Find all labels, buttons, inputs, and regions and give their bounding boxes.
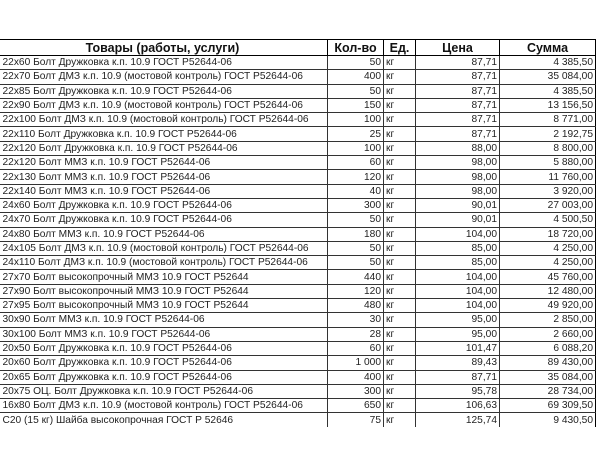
item-sum: 45 760,00 [500,270,596,284]
item-price: 85,00 [416,256,500,270]
item-unit: кг [384,213,416,227]
table-row [0,98,596,112]
item-price: 87,71 [416,84,500,98]
header-sum: Сумма [500,40,596,56]
item-unit: кг [384,98,416,112]
item-price: 89,43 [416,356,500,370]
item-price: 85,00 [416,241,500,255]
item-name: 22x60 Болт Дружковка к.п. 10.9 ГОСТ Р52644-06 [0,56,328,70]
item-price: 95,00 [416,327,500,341]
item-unit: кг [384,227,416,241]
item-name: 27x90 Болт высокопрочный ММЗ 10.9 ГОСТ Р52644 [0,284,328,298]
item-sum: 35 084,00 [500,70,596,84]
item-quantity: 100 [328,141,384,155]
table-row [0,270,596,284]
item-sum: 12 480,00 [500,284,596,298]
item-price: 88,00 [416,141,500,155]
table-row [0,399,596,413]
table-row [0,327,596,341]
item-price: 87,71 [416,113,500,127]
item-price: 87,71 [416,98,500,112]
item-unit: кг [384,284,416,298]
item-price: 104,00 [416,270,500,284]
item-unit: кг [384,256,416,270]
item-unit: кг [384,184,416,198]
table-row [0,170,596,184]
item-quantity: 1 000 [328,356,384,370]
table-row [0,184,596,198]
item-name: 30x100 Болт ММЗ к.п. 10.9 ГОСТ Р52644-06 [0,327,328,341]
item-quantity: 650 [328,399,384,413]
item-unit: кг [384,327,416,341]
item-price: 104,00 [416,284,500,298]
table-row [0,56,596,70]
item-unit: кг [384,56,416,70]
item-name: 22x140 Болт ММЗ к.п. 10.9 ГОСТ Р52644-06 [0,184,328,198]
item-name: 20x60 Болт Дружковка к.п. 10.9 ГОСТ Р52644-06 [0,356,328,370]
item-quantity: 50 [328,213,384,227]
item-quantity: 50 [328,84,384,98]
item-name: 24x105 Болт ДМЗ к.п. 10.9 (мостовой контроль) ГОСТ Р52644-06 [0,241,328,255]
item-unit: кг [384,413,416,427]
item-quantity: 50 [328,256,384,270]
table-header-row [0,40,596,56]
item-quantity: 75 [328,413,384,427]
item-name: 22x130 Болт ММЗ к.п. 10.9 ГОСТ Р52644-06 [0,170,328,184]
item-unit: кг [384,241,416,255]
item-sum: 69 309,50 [500,399,596,413]
item-quantity: 60 [328,341,384,355]
item-unit: кг [384,198,416,212]
item-unit: кг [384,156,416,170]
item-quantity: 180 [328,227,384,241]
item-sum: 13 156,50 [500,98,596,112]
item-unit: кг [384,170,416,184]
item-price: 98,00 [416,184,500,198]
item-name: 27x70 Болт высокопрочный ММЗ 10.9 ГОСТ Р52644 [0,270,328,284]
item-price: 87,71 [416,127,500,141]
item-name: 22x90 Болт ДМЗ к.п. 10.9 (мостовой контроль) ГОСТ Р52644-06 [0,98,328,112]
item-price: 104,00 [416,227,500,241]
item-price: 95,00 [416,313,500,327]
item-sum: 89 430,00 [500,356,596,370]
item-unit: кг [384,70,416,84]
table-row [0,241,596,255]
item-unit: кг [384,270,416,284]
item-name: С20 (15 кг) Шайба высокопрочная ГОСТ Р 52646 [0,413,328,427]
item-name: 22x120 Болт ММЗ к.п. 10.9 ГОСТ Р52644-06 [0,156,328,170]
item-name: 24x70 Болт Дружковка к.п. 10.9 ГОСТ Р52644-06 [0,213,328,227]
item-unit: кг [384,399,416,413]
item-sum: 4 500,50 [500,213,596,227]
item-quantity: 440 [328,270,384,284]
item-quantity: 400 [328,70,384,84]
item-quantity: 40 [328,184,384,198]
item-name: 20x50 Болт Дружковка к.п. 10.9 ГОСТ Р52644-06 [0,341,328,355]
table-row [0,127,596,141]
item-price: 95,78 [416,384,500,398]
item-name: 20x65 Болт Дружковка к.п. 10.9 ГОСТ Р52644-06 [0,370,328,384]
item-sum: 49 920,00 [500,299,596,313]
item-price: 98,00 [416,156,500,170]
table-row [0,413,596,427]
table-row [0,113,596,127]
item-name: 22x110 Болт Дружковка к.п. 10.9 ГОСТ Р52644-06 [0,127,328,141]
item-quantity: 300 [328,198,384,212]
item-unit: кг [384,141,416,155]
item-price: 106,63 [416,399,500,413]
item-unit: кг [384,370,416,384]
table-row [0,227,596,241]
item-quantity: 50 [328,56,384,70]
item-price: 87,71 [416,370,500,384]
item-sum: 2 192,75 [500,127,596,141]
item-unit: кг [384,127,416,141]
item-sum: 5 880,00 [500,156,596,170]
item-name: 24x110 Болт ДМЗ к.п. 10.9 (мостовой контроль) ГОСТ Р52644-06 [0,256,328,270]
item-sum: 8 771,00 [500,113,596,127]
item-name: 27x95 Болт высокопрочный ММЗ 10.9 ГОСТ Р52644 [0,299,328,313]
item-sum: 28 734,00 [500,384,596,398]
item-sum: 9 430,50 [500,413,596,427]
item-name: 22x85 Болт Дружковка к.п. 10.9 ГОСТ Р52644-06 [0,84,328,98]
table-row [0,141,596,155]
item-quantity: 150 [328,98,384,112]
item-sum: 4 385,50 [500,56,596,70]
item-sum: 3 920,00 [500,184,596,198]
item-name: 22x70 Болт ДМЗ к.п. 10.9 (мостовой контроль) ГОСТ Р52644-06 [0,70,328,84]
item-sum: 2 850,00 [500,313,596,327]
item-price: 101,47 [416,341,500,355]
item-quantity: 400 [328,370,384,384]
item-unit: кг [384,113,416,127]
item-sum: 4 250,00 [500,256,596,270]
item-sum: 27 003,00 [500,198,596,212]
item-price: 90,01 [416,198,500,212]
table-row [0,70,596,84]
item-quantity: 100 [328,113,384,127]
item-unit: кг [384,313,416,327]
item-quantity: 30 [328,313,384,327]
table-row [0,370,596,384]
header-quantity: Кол-во [328,40,384,56]
item-quantity: 120 [328,284,384,298]
table-row [0,284,596,298]
table-row [0,213,596,227]
item-unit: кг [384,84,416,98]
item-quantity: 120 [328,170,384,184]
item-sum: 4 385,50 [500,84,596,98]
item-sum: 18 720,00 [500,227,596,241]
item-name: 16x80 Болт ДМЗ к.п. 10.9 (мостовой контроль) ГОСТ Р52644-06 [0,399,328,413]
table-row [0,299,596,313]
item-name: 24x60 Болт Дружковка к.п. 10.9 ГОСТ Р52644-06 [0,198,328,212]
item-sum: 8 800,00 [500,141,596,155]
table-row [0,356,596,370]
item-quantity: 300 [328,384,384,398]
item-price: 90,01 [416,213,500,227]
item-unit: кг [384,384,416,398]
header-unit: Ед. [384,40,416,56]
header-price: Цена [416,40,500,56]
item-name: 24x80 Болт ММЗ к.п. 10.9 ГОСТ Р52644-06 [0,227,328,241]
item-unit: кг [384,356,416,370]
table-row [0,313,596,327]
item-quantity: 25 [328,127,384,141]
item-quantity: 50 [328,241,384,255]
table-row [0,341,596,355]
item-price: 87,71 [416,70,500,84]
item-sum: 35 084,00 [500,370,596,384]
item-sum: 2 660,00 [500,327,596,341]
item-quantity: 60 [328,156,384,170]
item-name: 22x120 Болт Дружковка к.п. 10.9 ГОСТ Р52644-06 [0,141,328,155]
item-sum: 11 760,00 [500,170,596,184]
item-price: 104,00 [416,299,500,313]
header-goods: Товары (работы, услуги) [0,40,328,56]
item-price: 87,71 [416,56,500,70]
item-name: 22x100 Болт ДМЗ к.п. 10.9 (мостовой контроль) ГОСТ Р52644-06 [0,113,328,127]
item-unit: кг [384,341,416,355]
table-row [0,84,596,98]
table-row [0,198,596,212]
table-row [0,384,596,398]
item-quantity: 480 [328,299,384,313]
table-row [0,156,596,170]
item-quantity: 28 [328,327,384,341]
table-row [0,256,596,270]
item-sum: 4 250,00 [500,241,596,255]
item-price: 98,00 [416,170,500,184]
item-price: 125,74 [416,413,500,427]
item-name: 30x90 Болт ММЗ к.п. 10.9 ГОСТ Р52644-06 [0,313,328,327]
item-unit: кг [384,299,416,313]
item-sum: 6 088,20 [500,341,596,355]
item-name: 20x75 ОЦ. Болт Дружковка к.п. 10.9 ГОСТ Р52644-06 [0,384,328,398]
invoice-table [0,39,596,427]
